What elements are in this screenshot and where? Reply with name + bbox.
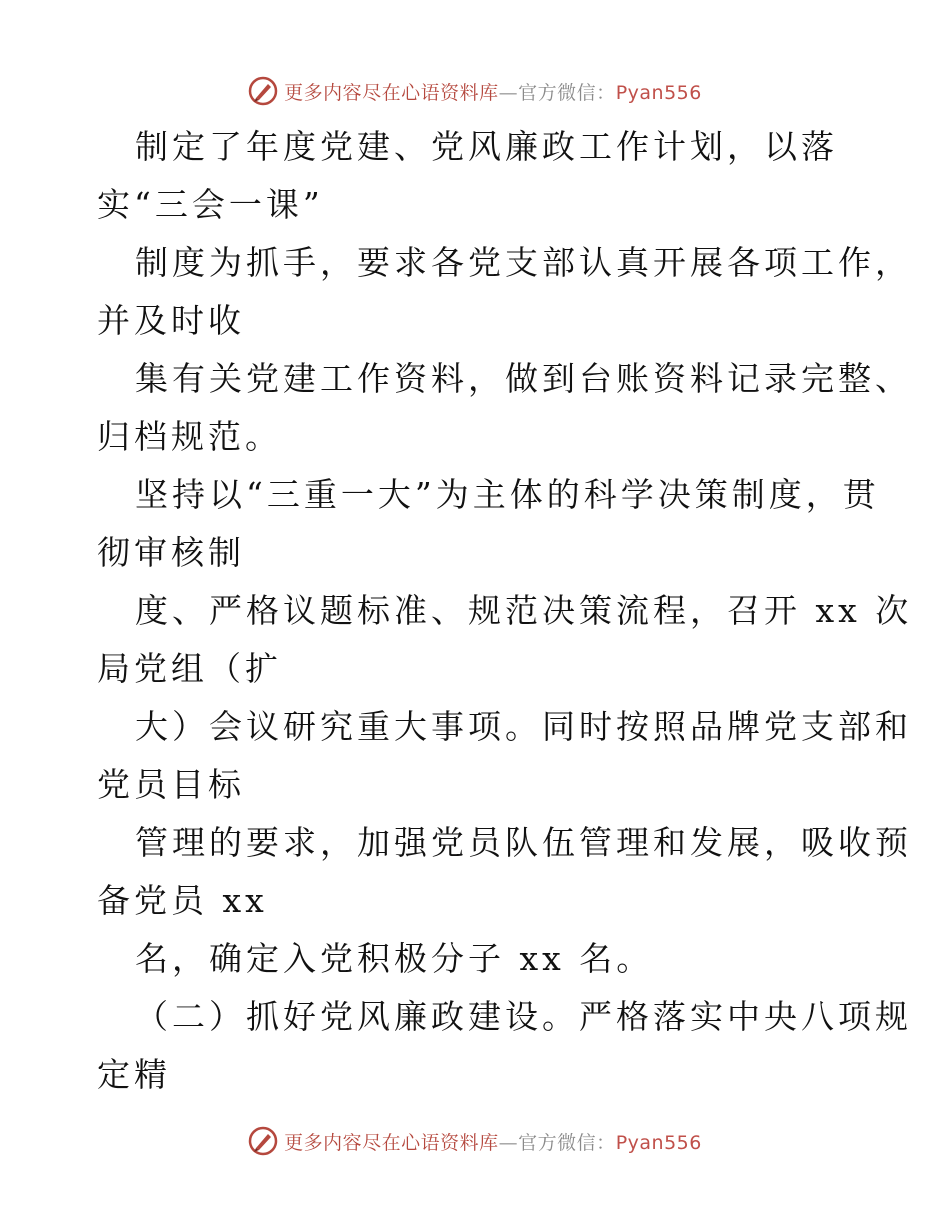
body-text-line: 大）会议研究重大事项。同时按照品牌党支部和 bbox=[135, 707, 912, 746]
header-banner-sub-text: 官方微信： bbox=[518, 81, 616, 104]
body-text-line: 制度为抓手，要求各党支部认真开展各项工作， bbox=[135, 243, 912, 282]
footer-banner-separator: — bbox=[498, 1131, 519, 1154]
footer-banner-wechat-id: Pyan556 bbox=[615, 1131, 702, 1154]
body-text-line: 归档规范。 bbox=[97, 417, 282, 456]
body-text-line: 局党组（扩 bbox=[97, 649, 282, 688]
body-text-line: 坚持以“三重一大”为主体的科学决策制度，贯 bbox=[135, 475, 880, 514]
footer-banner bbox=[0, 1121, 950, 1161]
body-text-line: 党员目标 bbox=[97, 765, 245, 804]
body-text-line: 集有关党建工作资料，做到台账资料记录完整、 bbox=[135, 359, 912, 398]
body-text-line: 备党员 xx bbox=[97, 881, 268, 920]
body-text-line: 名，确定入党积极分子 xx 名。 bbox=[135, 939, 654, 978]
header-banner bbox=[0, 71, 950, 111]
document-body bbox=[97, 118, 913, 1104]
body-text-line: 管理的要求，加强党员队伍管理和发展，吸收预 bbox=[135, 823, 912, 862]
header-banner-separator: — bbox=[498, 81, 519, 104]
body-text-line: 实“三会一课” bbox=[97, 185, 324, 224]
body-text-line: 并及时收 bbox=[97, 301, 245, 340]
body-text-line: （二）抓好党风廉政建设。严格落实中央八项规 bbox=[135, 997, 912, 1036]
footer-banner-main-text: 更多内容尽在心语资料库 bbox=[284, 1131, 499, 1154]
pen-logo-icon bbox=[248, 76, 278, 106]
header-banner-wechat-id: Pyan556 bbox=[615, 81, 702, 104]
pen-logo-icon bbox=[248, 1126, 278, 1156]
body-text-line: 制定了年度党建、党风廉政工作计划，以落 bbox=[135, 127, 838, 166]
body-text-line: 彻审核制 bbox=[97, 533, 245, 572]
body-text-line: 度、严格议题标准、规范决策流程，召开 xx 次 bbox=[135, 591, 913, 630]
header-banner-main-text: 更多内容尽在心语资料库 bbox=[284, 81, 499, 104]
footer-banner-sub-text: 官方微信： bbox=[518, 1131, 616, 1154]
body-text-line: 定精 bbox=[97, 1055, 171, 1094]
